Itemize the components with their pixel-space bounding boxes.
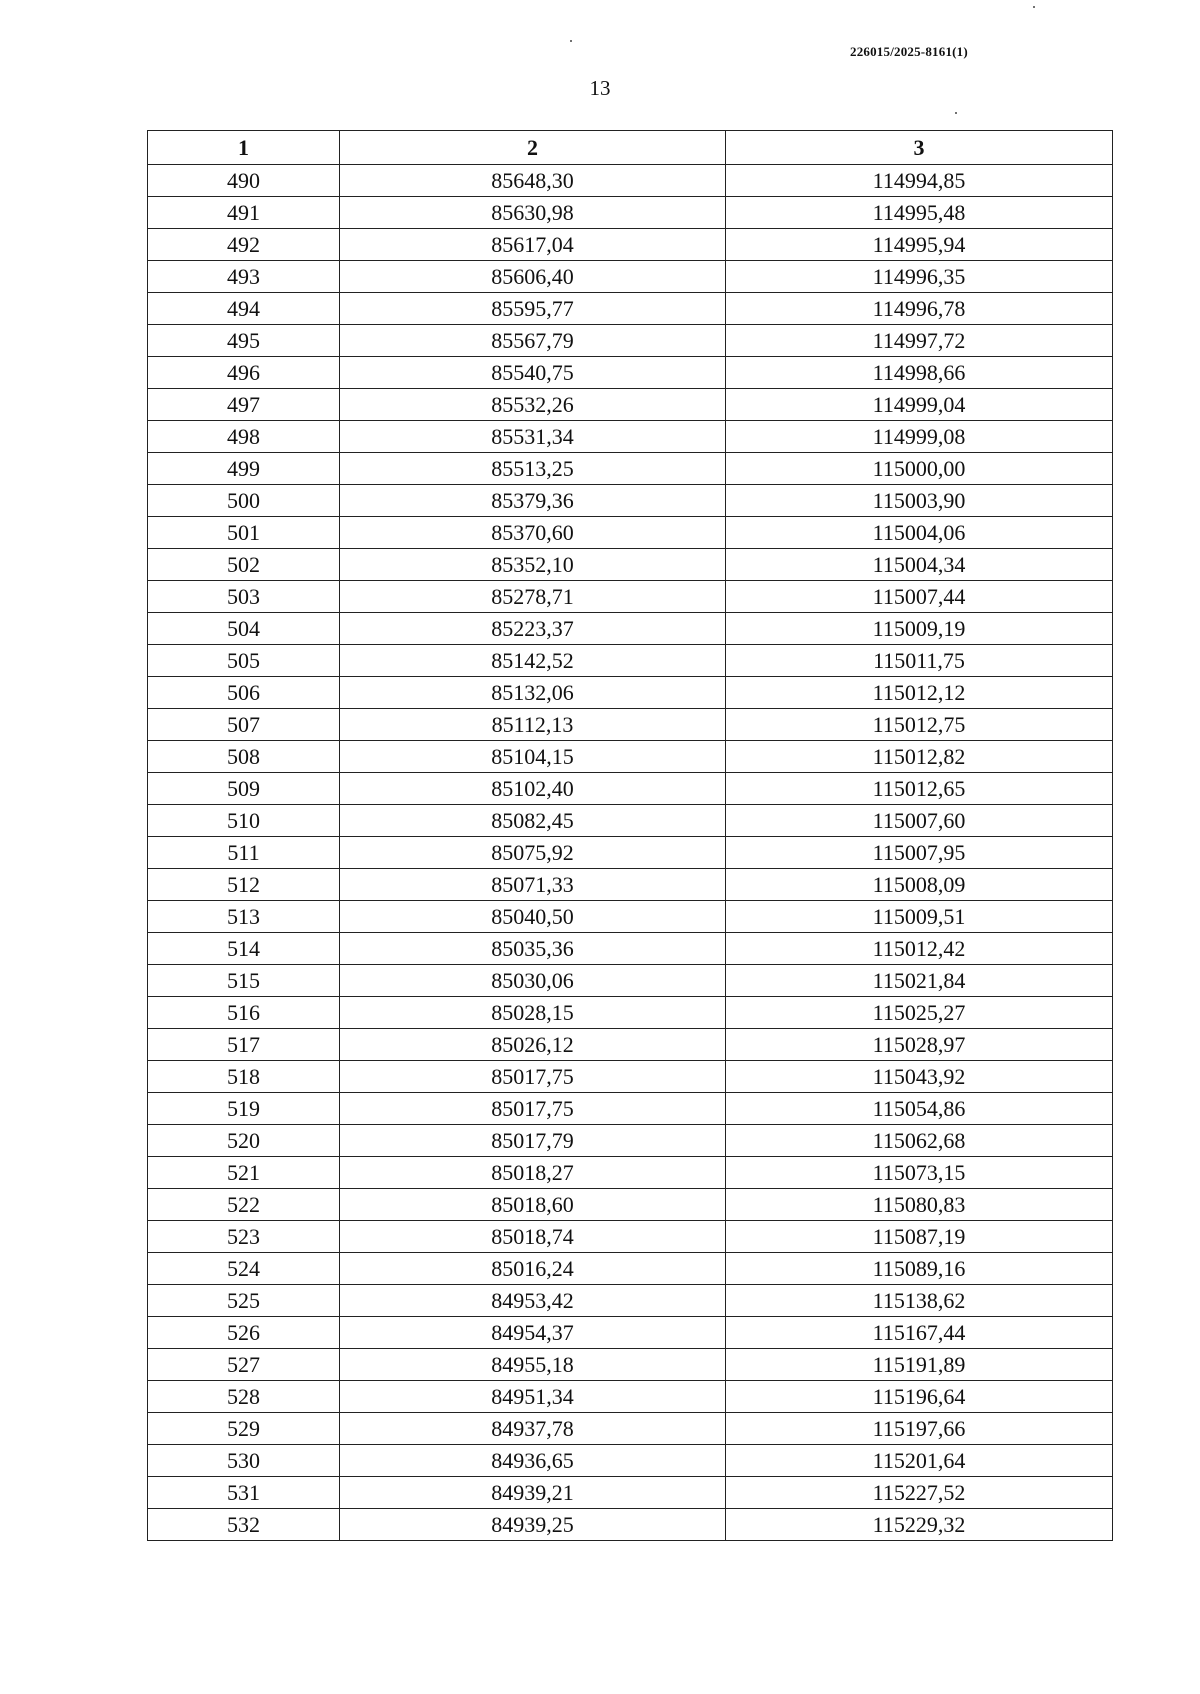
x-coordinate-cell: 85132,06 xyxy=(340,677,726,709)
y-coordinate-cell: 115080,83 xyxy=(726,1189,1113,1221)
x-coordinate-cell: 85532,26 xyxy=(340,389,726,421)
y-coordinate-cell: 115000,00 xyxy=(726,453,1113,485)
y-coordinate-cell: 115191,89 xyxy=(726,1349,1113,1381)
point-number-cell: 502 xyxy=(148,549,340,581)
y-coordinate-cell: 115054,86 xyxy=(726,1093,1113,1125)
x-coordinate-cell: 85035,36 xyxy=(340,933,726,965)
point-number-cell: 520 xyxy=(148,1125,340,1157)
point-number-cell: 494 xyxy=(148,293,340,325)
point-number-cell: 512 xyxy=(148,869,340,901)
x-coordinate-cell: 84936,65 xyxy=(340,1445,726,1477)
x-coordinate-cell: 85071,33 xyxy=(340,869,726,901)
x-coordinate-cell: 85112,13 xyxy=(340,709,726,741)
x-coordinate-cell: 85648,30 xyxy=(340,165,726,197)
table-row xyxy=(148,549,1113,581)
point-number-cell: 528 xyxy=(148,1381,340,1413)
x-coordinate-cell: 85617,04 xyxy=(340,229,726,261)
table-row xyxy=(148,677,1113,709)
column-header-3: 3 xyxy=(726,131,1113,165)
table-row xyxy=(148,965,1113,997)
y-coordinate-cell: 115073,15 xyxy=(726,1157,1113,1189)
x-coordinate-cell: 85278,71 xyxy=(340,581,726,613)
table-row xyxy=(148,261,1113,293)
x-coordinate-cell: 85531,34 xyxy=(340,421,726,453)
y-coordinate-cell: 115028,97 xyxy=(726,1029,1113,1061)
table-row xyxy=(148,1029,1113,1061)
table-row xyxy=(148,613,1113,645)
y-coordinate-cell: 115012,42 xyxy=(726,933,1113,965)
y-coordinate-cell: 115138,62 xyxy=(726,1285,1113,1317)
y-coordinate-cell: 115011,75 xyxy=(726,645,1113,677)
y-coordinate-cell: 114999,04 xyxy=(726,389,1113,421)
table-body xyxy=(148,165,1113,1541)
page-number: 13 xyxy=(589,76,611,100)
y-coordinate-cell: 115227,52 xyxy=(726,1477,1113,1509)
table-row xyxy=(148,453,1113,485)
y-coordinate-cell: 115229,32 xyxy=(726,1509,1113,1541)
x-coordinate-cell: 85370,60 xyxy=(340,517,726,549)
point-number-cell: 511 xyxy=(148,837,340,869)
y-coordinate-cell: 114995,94 xyxy=(726,229,1113,261)
point-number-cell: 526 xyxy=(148,1317,340,1349)
y-coordinate-cell: 114998,66 xyxy=(726,357,1113,389)
y-coordinate-cell: 115007,95 xyxy=(726,837,1113,869)
point-number-cell: 510 xyxy=(148,805,340,837)
table-row xyxy=(148,837,1113,869)
y-coordinate-cell: 114999,08 xyxy=(726,421,1113,453)
point-number-cell: 531 xyxy=(148,1477,340,1509)
x-coordinate-cell: 85018,60 xyxy=(340,1189,726,1221)
point-number-cell: 503 xyxy=(148,581,340,613)
y-coordinate-cell: 115004,34 xyxy=(726,549,1113,581)
point-number-cell: 501 xyxy=(148,517,340,549)
y-coordinate-cell: 115089,16 xyxy=(726,1253,1113,1285)
table-row xyxy=(148,357,1113,389)
point-number-cell: 529 xyxy=(148,1413,340,1445)
point-number-cell: 518 xyxy=(148,1061,340,1093)
point-number-cell: 498 xyxy=(148,421,340,453)
point-number-cell: 508 xyxy=(148,741,340,773)
point-number-cell: 519 xyxy=(148,1093,340,1125)
point-number-cell: 504 xyxy=(148,613,340,645)
x-coordinate-cell: 85017,75 xyxy=(340,1093,726,1125)
table-row xyxy=(148,485,1113,517)
table-row xyxy=(148,421,1113,453)
point-number-cell: 505 xyxy=(148,645,340,677)
y-coordinate-cell: 115012,12 xyxy=(726,677,1113,709)
y-coordinate-cell: 115012,65 xyxy=(726,773,1113,805)
y-coordinate-cell: 115201,64 xyxy=(726,1445,1113,1477)
point-number-cell: 532 xyxy=(148,1509,340,1541)
column-header-2: 2 xyxy=(340,131,726,165)
coordinates-table-container xyxy=(147,130,1112,1541)
y-coordinate-cell: 115196,64 xyxy=(726,1381,1113,1413)
table-row xyxy=(148,1413,1113,1445)
table-row xyxy=(148,1093,1113,1125)
y-coordinate-cell: 115167,44 xyxy=(726,1317,1113,1349)
y-coordinate-cell: 114996,35 xyxy=(726,261,1113,293)
table-row xyxy=(148,1477,1113,1509)
point-number-cell: 506 xyxy=(148,677,340,709)
table-row xyxy=(148,1061,1113,1093)
table-row xyxy=(148,197,1113,229)
point-number-cell: 496 xyxy=(148,357,340,389)
table-row xyxy=(148,869,1113,901)
table-row xyxy=(148,325,1113,357)
point-number-cell: 514 xyxy=(148,933,340,965)
x-coordinate-cell: 85540,75 xyxy=(340,357,726,389)
document-number: 226015/2025-8161(1) xyxy=(850,44,968,59)
table-row xyxy=(148,645,1113,677)
x-coordinate-cell: 85630,98 xyxy=(340,197,726,229)
table-row xyxy=(148,293,1113,325)
y-coordinate-cell: 115021,84 xyxy=(726,965,1113,997)
scan-speck xyxy=(570,40,572,42)
scan-speck xyxy=(955,112,957,114)
point-number-cell: 493 xyxy=(148,261,340,293)
point-number-cell: 507 xyxy=(148,709,340,741)
table-row xyxy=(148,1253,1113,1285)
table-row xyxy=(148,165,1113,197)
x-coordinate-cell: 84953,42 xyxy=(340,1285,726,1317)
x-coordinate-cell: 85606,40 xyxy=(340,261,726,293)
point-number-cell: 497 xyxy=(148,389,340,421)
x-coordinate-cell: 85018,27 xyxy=(340,1157,726,1189)
point-number-cell: 525 xyxy=(148,1285,340,1317)
point-number-cell: 490 xyxy=(148,165,340,197)
y-coordinate-cell: 115012,82 xyxy=(726,741,1113,773)
y-coordinate-cell: 115009,19 xyxy=(726,613,1113,645)
y-coordinate-cell: 115087,19 xyxy=(726,1221,1113,1253)
x-coordinate-cell: 84951,34 xyxy=(340,1381,726,1413)
table-row xyxy=(148,1221,1113,1253)
y-coordinate-cell: 115062,68 xyxy=(726,1125,1113,1157)
y-coordinate-cell: 115025,27 xyxy=(726,997,1113,1029)
table-header-row xyxy=(148,131,1113,165)
x-coordinate-cell: 85040,50 xyxy=(340,901,726,933)
point-number-cell: 530 xyxy=(148,1445,340,1477)
table-row xyxy=(148,773,1113,805)
table-row xyxy=(148,709,1113,741)
point-number-cell: 524 xyxy=(148,1253,340,1285)
x-coordinate-cell: 85379,36 xyxy=(340,485,726,517)
point-number-cell: 499 xyxy=(148,453,340,485)
x-coordinate-cell: 85028,15 xyxy=(340,997,726,1029)
scan-speck xyxy=(1033,6,1035,8)
table-row xyxy=(148,933,1113,965)
point-number-cell: 522 xyxy=(148,1189,340,1221)
x-coordinate-cell: 85513,25 xyxy=(340,453,726,485)
x-coordinate-cell: 85016,24 xyxy=(340,1253,726,1285)
x-coordinate-cell: 84937,78 xyxy=(340,1413,726,1445)
x-coordinate-cell: 85017,79 xyxy=(340,1125,726,1157)
point-number-cell: 492 xyxy=(148,229,340,261)
y-coordinate-cell: 115012,75 xyxy=(726,709,1113,741)
point-number-cell: 509 xyxy=(148,773,340,805)
table-row xyxy=(148,901,1113,933)
point-number-cell: 500 xyxy=(148,485,340,517)
x-coordinate-cell: 84954,37 xyxy=(340,1317,726,1349)
point-number-cell: 513 xyxy=(148,901,340,933)
y-coordinate-cell: 115003,90 xyxy=(726,485,1113,517)
point-number-cell: 527 xyxy=(148,1349,340,1381)
point-number-cell: 517 xyxy=(148,1029,340,1061)
table-row xyxy=(148,1157,1113,1189)
y-coordinate-cell: 115004,06 xyxy=(726,517,1113,549)
y-coordinate-cell: 114996,78 xyxy=(726,293,1113,325)
y-coordinate-cell: 115007,44 xyxy=(726,581,1113,613)
y-coordinate-cell: 114995,48 xyxy=(726,197,1113,229)
x-coordinate-cell: 85017,75 xyxy=(340,1061,726,1093)
y-coordinate-cell: 115007,60 xyxy=(726,805,1113,837)
x-coordinate-cell: 85142,52 xyxy=(340,645,726,677)
x-coordinate-cell: 85595,77 xyxy=(340,293,726,325)
x-coordinate-cell: 84955,18 xyxy=(340,1349,726,1381)
table-row xyxy=(148,389,1113,421)
x-coordinate-cell: 85018,74 xyxy=(340,1221,726,1253)
x-coordinate-cell: 85223,37 xyxy=(340,613,726,645)
table-row xyxy=(148,1317,1113,1349)
table-row xyxy=(148,1125,1113,1157)
y-coordinate-cell: 114994,85 xyxy=(726,165,1113,197)
table-row xyxy=(148,805,1113,837)
x-coordinate-cell: 84939,21 xyxy=(340,1477,726,1509)
table-row xyxy=(148,1285,1113,1317)
point-number-cell: 495 xyxy=(148,325,340,357)
table-row xyxy=(148,1349,1113,1381)
x-coordinate-cell: 85026,12 xyxy=(340,1029,726,1061)
y-coordinate-cell: 115009,51 xyxy=(726,901,1113,933)
y-coordinate-cell: 115008,09 xyxy=(726,869,1113,901)
table-row xyxy=(148,1189,1113,1221)
table-row xyxy=(148,997,1113,1029)
x-coordinate-cell: 85352,10 xyxy=(340,549,726,581)
x-coordinate-cell: 85030,06 xyxy=(340,965,726,997)
point-number-cell: 515 xyxy=(148,965,340,997)
table-row xyxy=(148,1509,1113,1541)
coordinates-table xyxy=(147,130,1113,1541)
x-coordinate-cell: 85104,15 xyxy=(340,741,726,773)
table-row xyxy=(148,517,1113,549)
y-coordinate-cell: 115043,92 xyxy=(726,1061,1113,1093)
x-coordinate-cell: 85082,45 xyxy=(340,805,726,837)
x-coordinate-cell: 85102,40 xyxy=(340,773,726,805)
table-row xyxy=(148,581,1113,613)
table-row xyxy=(148,1445,1113,1477)
y-coordinate-cell: 114997,72 xyxy=(726,325,1113,357)
table-row xyxy=(148,1381,1113,1413)
table-row xyxy=(148,741,1113,773)
column-header-1: 1 xyxy=(148,131,340,165)
table-row xyxy=(148,229,1113,261)
x-coordinate-cell: 84939,25 xyxy=(340,1509,726,1541)
point-number-cell: 491 xyxy=(148,197,340,229)
point-number-cell: 516 xyxy=(148,997,340,1029)
point-number-cell: 521 xyxy=(148,1157,340,1189)
point-number-cell: 523 xyxy=(148,1221,340,1253)
x-coordinate-cell: 85567,79 xyxy=(340,325,726,357)
x-coordinate-cell: 85075,92 xyxy=(340,837,726,869)
y-coordinate-cell: 115197,66 xyxy=(726,1413,1113,1445)
